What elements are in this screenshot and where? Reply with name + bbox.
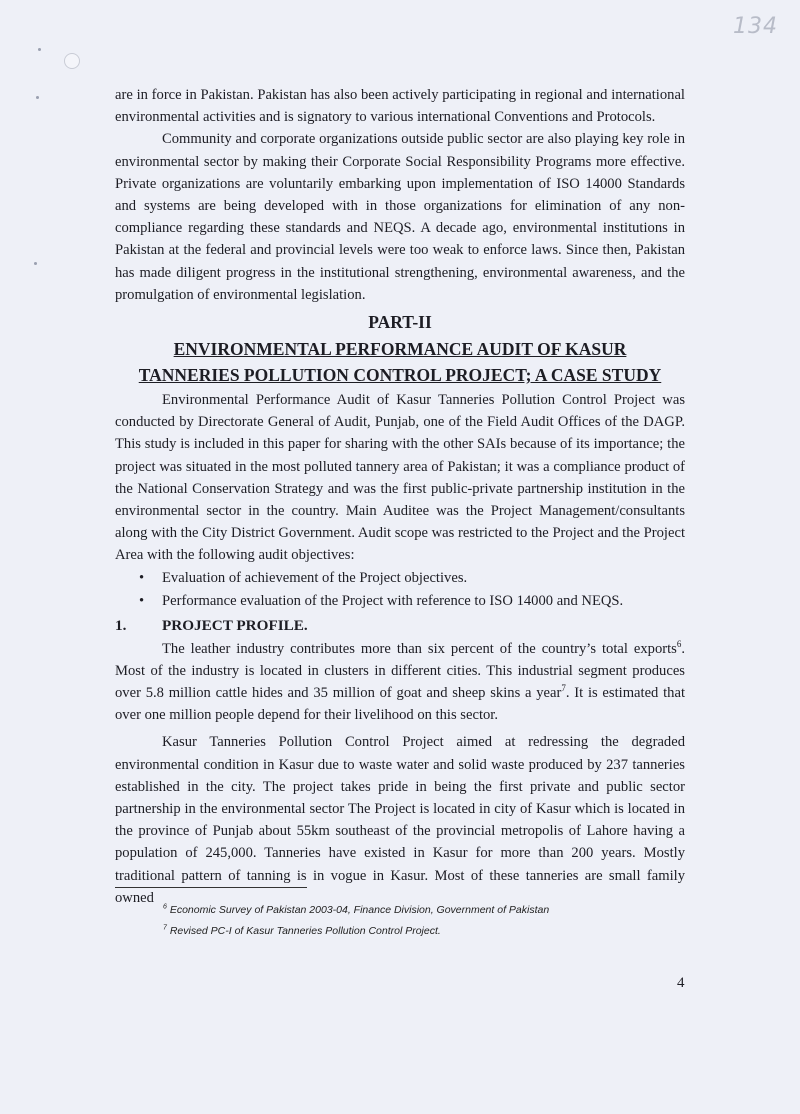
paragraph-text: The leather industry contributes more than six percent of the country’s total exports (162, 640, 677, 657)
part-heading: PART-II (368, 312, 432, 333)
footnote-ref-7[interactable]: 7 (561, 683, 566, 694)
footnote-divider (115, 887, 307, 888)
section-title: PROJECT PROFILE. (162, 616, 308, 634)
bullet-icon: • (139, 592, 145, 609)
footnotes (163, 904, 549, 946)
paragraph-leather-industry (115, 638, 685, 727)
list-item (115, 567, 685, 590)
page-number: 4 (677, 975, 685, 991)
paragraph-audit-overview: Environmental Performance Audit of Kasur Tanneries Pollution Control Project was conducted by Directorate General of Audit, Punjab, one of the Field Audit Offices of the DAGP. This study is included in this paper for sharing with the other SAIs because of its importance; the project was situated in the most polluted tannery area of Pakistan; it was a compliance product of the National Conservation Strategy and was the first public-private partnership institution in the environmental sector in the country. Main Auditee was the Project Management/consultants along with the City District Government. Audit scope was restricted to the Project and the Project Area with the following audit objectives: (115, 392, 685, 564)
paragraph-intro-continued: are in force in Pakistan. Pakistan has also been actively participating in regional and international environmental activities and is signatory to various international Conventions and Protocols. (115, 87, 685, 126)
scan-speck (36, 96, 39, 99)
section-number: 1. (115, 616, 127, 634)
case-study-title-line-1: ENVIRONMENTAL PERFORMANCE AUDIT OF KASUR (173, 339, 627, 360)
audit-objectives-list (115, 567, 685, 613)
paragraph-text: . Most of the industry is located in clusters in different cities. This industrial segment produces over 5.8 million cattle hides and 35 million of goat and sheep skins a year (115, 640, 685, 702)
scan-speck (38, 48, 41, 51)
scan-speck (34, 262, 37, 265)
footnote-mark: 6 (163, 903, 167, 911)
case-study-title-line-2: TANNERIES POLLUTION CONTROL PROJECT; A CASE STUDY (138, 365, 662, 386)
section-heading-project-profile (115, 614, 685, 638)
list-item-text: Evaluation of achievement of the Project objectives. (162, 569, 468, 586)
footnote-mark: 7 (163, 924, 167, 932)
handwritten-page-annotation: 134 (733, 14, 778, 39)
paragraph-corporate-organizations: Community and corporate organizations outside public sector are also playing key role in environmental sector by making their Corporate Social Responsibility Programs more effective. Private organizations are voluntarily embarking upon implementation of ISO 14000 Standards and systems are being developed with in those organizations for elimination of any non-compliance regarding these standards and NEQS. A decade ago, environmental institutions in Pakistan at the federal and provincial levels were too weak to enforce laws. Since then, Pakistan has made diligent progress in the institutional strengthening, environmental awareness, and the promulgation of environmental legislation. (115, 131, 685, 303)
punch-hole-mark (64, 53, 80, 69)
footnote-ref-6[interactable]: 6 (676, 638, 682, 649)
paragraph-kasur-project: Kasur Tanneries Pollution Control Project aimed at redressing the degraded environmental condition in Kasur due to waste water and solid waste produced by 237 tanneries established in the city. The project takes pride in being the first private and public sector partnership in the environmental sector The Project is located in city of Kasur which is located in the province of Punjab about 55km southeast of the provincial metropolis of Lahore having a population of 245,000. Tanneries have existed in Kasur for more than 200 years. Mostly traditional pattern of tanning is in vogue in Kasur. Most of these tanneries are small family owned (115, 734, 685, 906)
list-item (115, 590, 685, 613)
paragraph-text: . It is estimated that over one million people depend for their livelihood on this sector. (115, 685, 685, 724)
footnote-text: Economic Survey of Pakistan 2003-04, Finance Division, Government of Pakistan (169, 904, 550, 916)
footnote-item (163, 925, 549, 937)
footnote-item (163, 904, 549, 916)
footnote-text: Revised PC-I of Kasur Tanneries Pollution Control Project. (169, 925, 441, 937)
page-body (115, 84, 685, 909)
list-item-text: Performance evaluation of the Project with reference to ISO 14000 and NEQS. (162, 592, 624, 609)
bullet-icon: • (139, 569, 145, 586)
